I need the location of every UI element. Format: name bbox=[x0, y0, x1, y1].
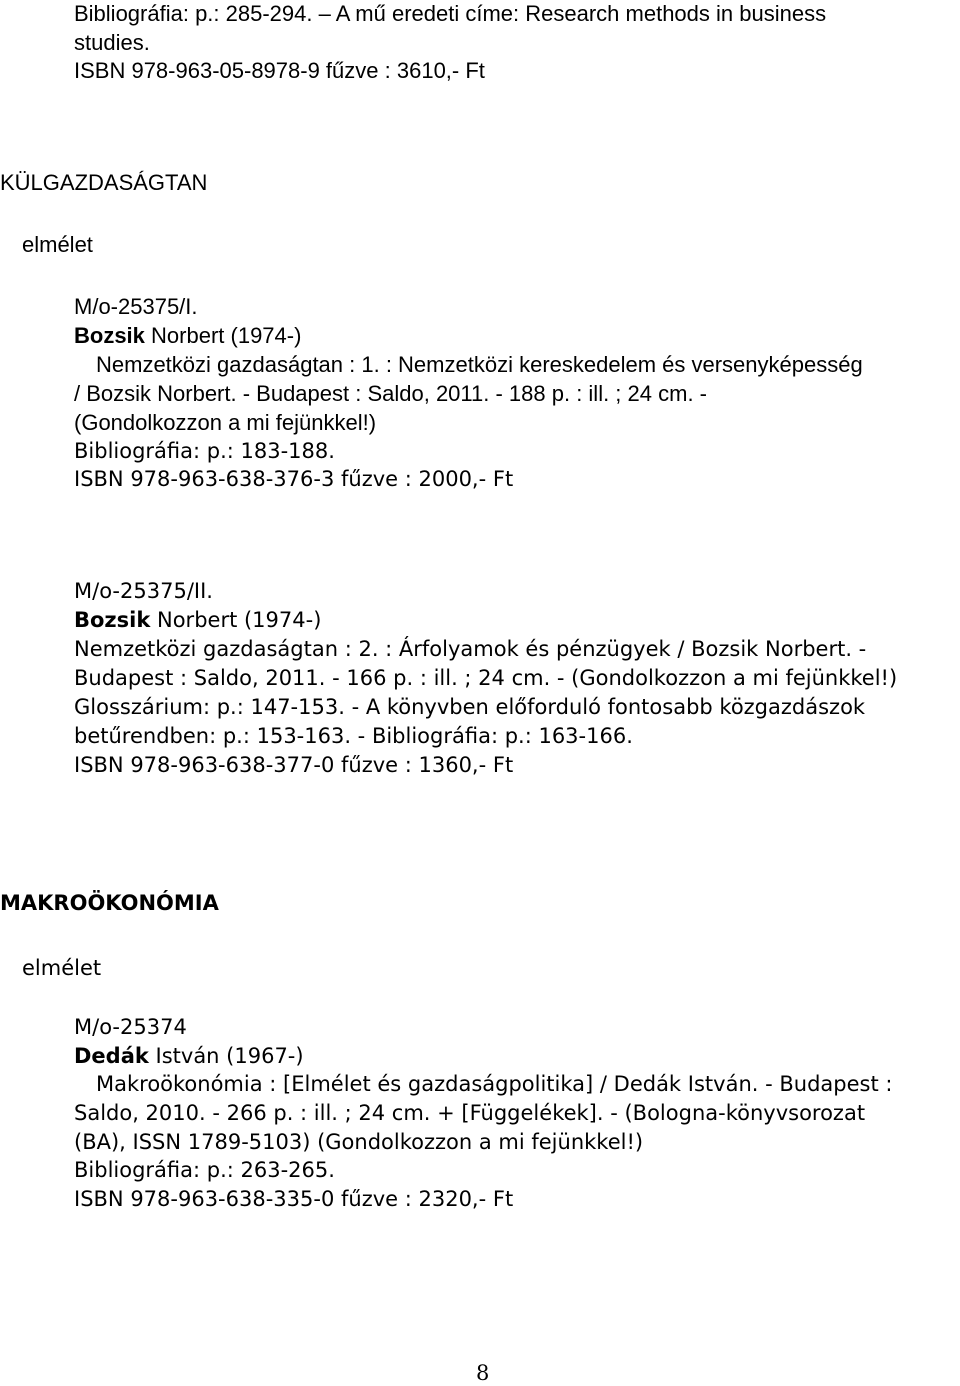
bibliography-line: Bibliográfia: p.: 183-188. bbox=[74, 439, 335, 463]
subheading-elmelet-2: elmélet bbox=[22, 956, 102, 980]
title-line-1: Nemzetközi gazdaságtan : 1. : Nemzetközi kereskedelem és versenyképesség bbox=[96, 352, 863, 377]
isbn-line: ISBN 978-963-638-377-0 fűzve : 1360,- Ft bbox=[74, 753, 514, 777]
series-line: (BA), ISSN 1789-5103) (Gondolkozzon a mi fejünkkel!) bbox=[74, 1130, 644, 1154]
title-line-2: Saldo, 2010. - 266 p. : ill. ; 24 cm. + [Függelékek]. - (Bologna-könyvsorozat bbox=[74, 1101, 866, 1125]
call-number: M/o-25374 bbox=[74, 1015, 187, 1039]
top-entry-line-2: studies. bbox=[74, 30, 150, 55]
author-surname: Dedák bbox=[74, 1044, 149, 1068]
top-entry-isbn: ISBN 978-963-05-8978-9 fűzve : 3610,- Ft bbox=[74, 58, 485, 83]
author-surname: Bozsik bbox=[74, 608, 151, 632]
section-heading-makrookonomia: MAKROÖKONÓMIA bbox=[0, 891, 219, 915]
author-rest: Norbert (1974-) bbox=[150, 608, 322, 632]
call-number: M/o-25375/I. bbox=[74, 294, 198, 319]
glossary-line: Glosszárium: p.: 147-153. - A könyvben előforduló fontosabb közgazdászok bbox=[74, 695, 866, 719]
section-heading-kulgazdasagtan: KÜLGAZDASÁGTAN bbox=[0, 170, 208, 195]
title-line-2: Budapest : Saldo, 2011. - 166 p. : ill. ; 24 cm. - (Gondolkozzon a mi fejünkkel!) bbox=[74, 666, 898, 690]
author-rest: Norbert (1974-) bbox=[144, 323, 302, 348]
call-number: M/o-25375/II. bbox=[74, 579, 213, 603]
isbn-line: ISBN 978-963-638-376-3 fűzve : 2000,- Ft bbox=[74, 467, 514, 491]
title-line-1: Nemzetközi gazdaságtan : 2. : Árfolyamok és pénzügyek / Bozsik Norbert. - bbox=[74, 637, 867, 661]
author-rest: István (1967-) bbox=[148, 1044, 304, 1068]
top-entry-line-1: Bibliográfia: p.: 285-294. – A mű eredeti címe: Research methods in business bbox=[74, 1, 827, 26]
subheading-elmelet-1: elmélet bbox=[22, 232, 93, 257]
isbn-line: ISBN 978-963-638-335-0 fűzve : 2320,- Ft bbox=[74, 1187, 514, 1211]
author-line bbox=[74, 323, 301, 349]
page-number: 8 bbox=[476, 1361, 490, 1385]
author-surname: Bozsik bbox=[74, 323, 145, 348]
series-line: (Gondolkozzon a mi fejünkkel!) bbox=[74, 410, 377, 435]
author-line bbox=[74, 607, 321, 633]
bibliography-line: betűrendben: p.: 153-163. - Bibliográfia: p.: 163-166. bbox=[74, 724, 633, 748]
title-line-2: / Bozsik Norbert. - Budapest : Saldo, 2011. - 188 p. : ill. ; 24 cm. - bbox=[74, 381, 707, 406]
title-line-1: Makroökonómia : [Elmélet és gazdaságpolitika] / Dedák István. - Budapest : bbox=[96, 1072, 893, 1096]
author-line bbox=[74, 1043, 304, 1069]
bibliography-line: Bibliográfia: p.: 263-265. bbox=[74, 1158, 335, 1182]
